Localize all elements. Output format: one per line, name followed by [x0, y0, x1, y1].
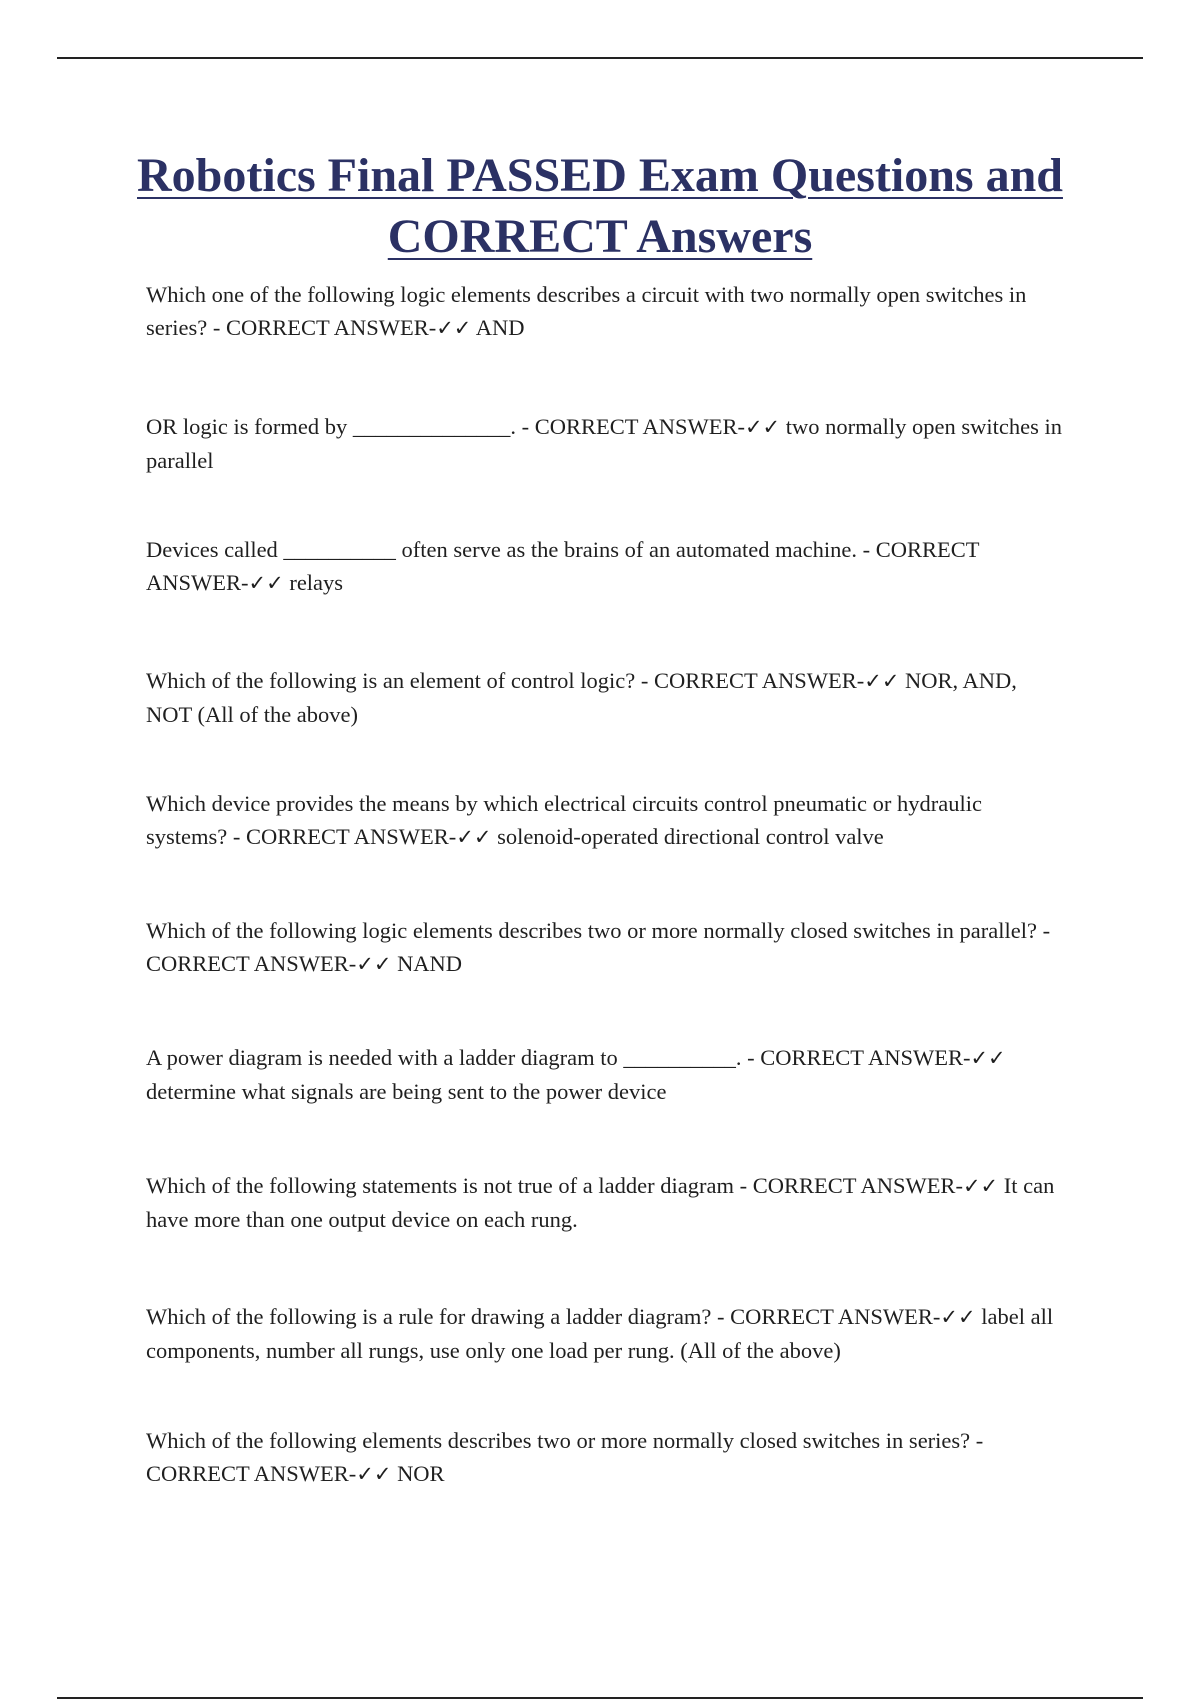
check-mark-icon: ✓✓	[356, 1462, 392, 1486]
check-mark-icon: ✓✓	[970, 1046, 1006, 1070]
check-mark-icon: ✓✓	[864, 669, 900, 693]
answer-text: relays	[283, 570, 344, 595]
question-text: Devices called __________ often serve as the brains of an automated machine. - CORRECT ANSWER-	[146, 537, 980, 595]
qa-item-9	[146, 1300, 1066, 1367]
question-text: A power diagram is needed with a ladder diagram to __________. - CORRECT ANSWER-	[146, 1045, 971, 1070]
check-mark-icon: ✓✓	[248, 571, 284, 595]
question-text: Which device provides the means by which electrical circuits control pneumatic or hydraulic systems? - CORRECT ANSWER-	[146, 791, 982, 849]
check-mark-icon: ✓✓	[940, 1305, 976, 1329]
question-text: Which of the following is an element of control logic? - CORRECT ANSWER-	[146, 668, 865, 693]
document-title	[120, 145, 1080, 267]
answer-text: determine what signals are being sent to the power device	[146, 1079, 667, 1104]
check-mark-icon: ✓✓	[962, 1174, 999, 1198]
answer-text: label all components, number all rungs, use only one load per rung. (All of the above)	[146, 1304, 1054, 1363]
answer-text: solenoid-operated directional control valve	[491, 824, 884, 849]
qa-item-1	[146, 278, 1066, 345]
check-mark-icon: ✓✓	[356, 952, 392, 976]
answer-text: AND	[471, 315, 525, 340]
question-text: Which of the following statements is not true of a ladder diagram - CORRECT ANSWER-	[146, 1173, 963, 1198]
top-rule	[57, 57, 1143, 59]
answer-text: It can have more than one output device on each rung.	[146, 1173, 1055, 1232]
check-mark-icon: ✓✓	[436, 316, 472, 340]
question-text: Which one of the following logic elements describes a circuit with two normally open switches in series? - CORRECT ANSWER-	[146, 282, 1027, 340]
answer-text: NOR, AND, NOT (All of the above)	[146, 668, 1017, 727]
qa-item-3	[146, 533, 1066, 600]
answer-text: NOR	[391, 1461, 445, 1486]
document-title-text: Robotics Final PASSED Exam Questions and CORRECT Answers	[137, 149, 1063, 263]
qa-item-4	[146, 664, 1066, 731]
answer-text: NAND	[391, 951, 463, 976]
qa-item-10	[146, 1424, 1066, 1491]
qa-item-7	[146, 1041, 1066, 1108]
bottom-rule	[57, 1697, 1143, 1699]
question-text: Which of the following is a rule for drawing a ladder diagram? - CORRECT ANSWER-	[146, 1304, 941, 1329]
check-mark-icon: ✓✓	[456, 825, 492, 849]
question-text: OR logic is formed by ______________. - CORRECT ANSWER-	[146, 414, 745, 439]
qa-item-6	[146, 914, 1066, 981]
qa-item-2	[146, 410, 1066, 477]
qa-item-8	[146, 1169, 1066, 1236]
question-text: Which of the following logic elements describes two or more normally closed switches in parallel? - CORRECT ANSWER-	[146, 918, 1051, 976]
answer-text: two normally open switches in parallel	[146, 414, 1062, 473]
check-mark-icon: ✓✓	[744, 415, 781, 439]
question-text: Which of the following elements describes two or more normally closed switches in series? - CORRECT ANSWER-	[146, 1428, 984, 1486]
qa-item-5	[146, 787, 1066, 854]
